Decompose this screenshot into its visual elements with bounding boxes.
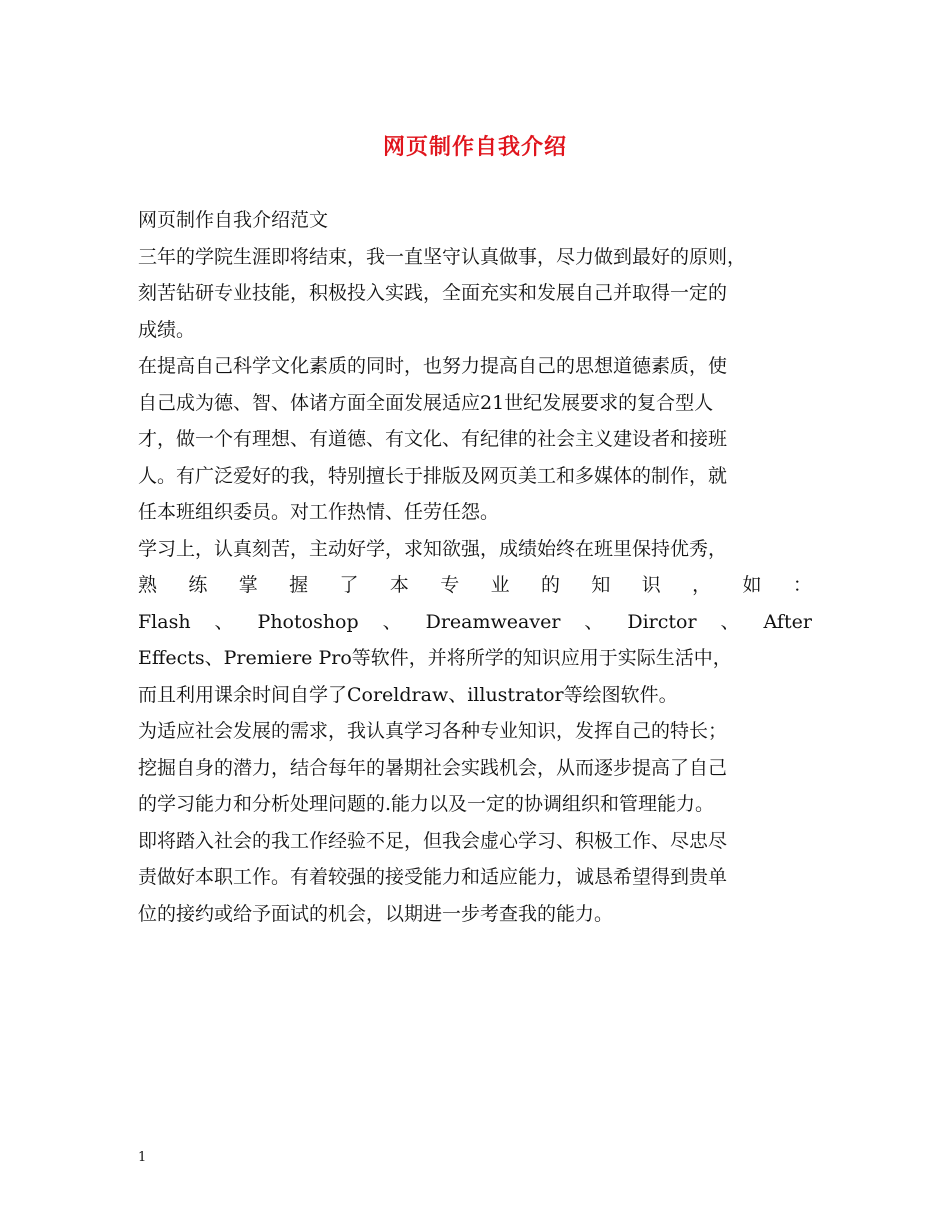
paragraph-3 <box>138 531 812 714</box>
separator: 、 <box>382 610 402 633</box>
software-word: Photoshop <box>257 610 359 633</box>
spread-char: 专 <box>440 574 460 596</box>
page-number: 1 <box>138 1150 147 1165</box>
spread-line <box>138 567 812 604</box>
spread-char: 识 <box>641 574 661 596</box>
text-line: 三年的学院生涯即将结束，我一直坚守认真做事，尽力做到最好的原则， <box>138 245 747 268</box>
spread-char: 业 <box>490 574 510 596</box>
text-line: 自己成为德、智、体诸方面全面发展适应21世纪发展要求的复合型人 <box>138 391 714 414</box>
spread-char: 熟 <box>138 574 158 596</box>
text-line: 在提高自己科学文化素质的同时，也努力提高自己的思想道德素质，使 <box>138 355 728 377</box>
text-line: 任本班组织委员。对工作热情、任劳任怨。 <box>138 501 500 523</box>
separator: 、 <box>720 610 740 633</box>
spread-char: 握 <box>289 574 309 596</box>
separator: 、 <box>584 610 604 633</box>
separator: 、 <box>214 610 234 633</box>
text-line: 而且利用课余时间自学了Coreldraw、illustrator等绘图软件。 <box>138 683 678 706</box>
document-body <box>138 202 812 932</box>
text-line: 位的接约或给予面试的机会，以期进一步考查我的能力。 <box>138 902 614 925</box>
paragraph-5 <box>138 823 812 933</box>
text-line: 网页制作自我介绍范文 <box>138 209 329 231</box>
text-line: 即将踏入社会的我工作经验不足，但我会虚心学习、积极工作、尽忠尽 <box>138 829 728 852</box>
text-line: 学习上，认真刻苦，主动好学，求知欲强，成绩始终在班里保持优秀， <box>138 537 728 560</box>
text-line: 成绩。 <box>138 318 196 341</box>
text-line: 责做好本职工作。有着较强的接受能力和适应能力，诚恳希望得到贵单 <box>138 866 728 888</box>
paragraph-4 <box>138 713 812 823</box>
document-title: 网页制作自我介绍 <box>382 134 567 160</box>
text-line: 为适应社会发展的需求，我认真学习各种专业知识，发挥自己的特长； <box>138 720 728 742</box>
spread-char: 如 <box>742 574 762 596</box>
spread-char: 的 <box>541 574 561 596</box>
text-line: 刻苦钻研专业技能，积极投入实践，全面充实和发展自己并取得一定的 <box>138 282 728 304</box>
subtitle-line <box>138 202 812 239</box>
text-line: 人。有广泛爱好的我，特别擅长于排版及网页美工和多媒体的制作，就 <box>138 464 728 487</box>
spread-char: 练 <box>188 574 208 596</box>
spread-char: ， <box>692 574 712 596</box>
spread-char: 本 <box>389 574 409 596</box>
text-line: 的学习能力和分析处理问题的.能力以及一定的协调组织和管理能力。 <box>138 793 715 815</box>
text-line: 挖掘自身的潜力，结合每年的暑期社会实践机会，从而逐步提高了自己 <box>138 756 728 779</box>
software-word: After <box>763 610 812 633</box>
software-line <box>138 604 812 641</box>
software-word: Flash <box>138 610 191 633</box>
software-word: Dreamweaver <box>425 610 561 633</box>
paragraph-1 <box>138 239 812 349</box>
spread-char: 了 <box>339 574 359 596</box>
software-word: Dirctor <box>627 610 697 633</box>
spread-char: 知 <box>591 574 611 596</box>
text-line: 才，做一个有理想、有道德、有文化、有纪律的社会主义建设者和接班 <box>138 428 728 450</box>
spread-char: ： <box>792 574 812 596</box>
paragraph-2 <box>138 348 812 531</box>
text-line: Effects、Premiere Pro等软件，并将所学的知识应用于实际生活中， <box>138 647 732 669</box>
spread-char: 掌 <box>238 574 258 596</box>
